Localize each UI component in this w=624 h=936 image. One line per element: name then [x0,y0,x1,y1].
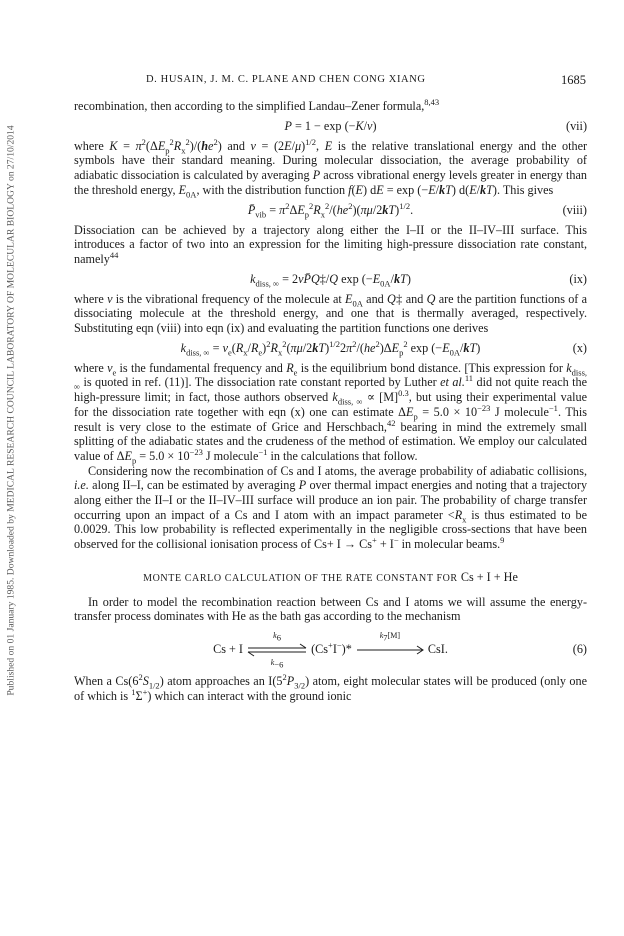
paragraph-1: recombination, then according to the simplified Landau–Zener formula,$^{8,43}$ [74,96,440,113]
paragraph-7: In order to model the recombination reaction between Cs and I atoms we will assume the energy-transfer process dominates with He as the bath gas according to the mechanism [74,594,587,624]
article-body [74,96,588,703]
section-heading: MONTE CARLO CALCULATION OF THE RATE CONSTANT FOR Cs + I + He [143,569,518,584]
equation-viii: $P̄_{vib} = \pi^2\Delta E_p^2R_x^2/(he^2)(\pi\mu/2kT)^{1/2}$. (viii) [247,200,587,219]
paragraph-6: Considering now the recombination of Cs and I atoms, the average probability of adiabatic collisions, i.e. along II–I, can be estimated by averaging P over thermal impact energies and noting that a trajectory along either the II–I or the II–IV–III surface will produce an ion pair. The probability of charge transfer occurring upon an impact of a Cs and I atom with an impact parameter $<R_x$ is thus estimated to be 0.0029. This low probability is reflected experimentally in the negligible cross-sections that have been observed for the collisional ionisation process of Cs+ I → Cs+ + I− in molecular beams.$^9$ [74,463,588,552]
download-notice-sidebar [2,30,20,790]
equation-number: (ix) [569,271,587,286]
mechanism-6: Cs + I $k_6$ $k_{-6}$ (Cs+I−)* $k_7[M]$ CsI. (6) [213,631,587,670]
equation-number: (x) [572,340,587,355]
paragraph-5: where $\nu_e$ is the fundamental frequency and $R_e$ is the equilibrium bond distance. [This expression for $k_{diss, \infty}$ is quoted in ref. (11)]. The dissociation rate constant reported by Luther et al.$^{11}$ did not quite reach the high-pressure limit; in fact, those authors observed $k_{diss, \infty} \propto [M]^{0.3}$, but using their experimental value for the dissociation rate together with eqn (x) one can estimate $\Delta E_p = 5.0 \times 10^{-23}$ J molecule$^{-1}$. This result is very close to the estimate of Grice and Herschbach,$^{42}$ bearing in mind the extremely small splitting of the adiabatic states and the crudeness of the method of estimation. We employ our calculated value of $\Delta E_p = 5.0 \times 10^{-23}$ J molecule$^{-1}$ in the calculations that follow. [74,360,588,466]
equilibrium-arrow: $k_6$ $k_{-6}$ [246,643,308,657]
equation-vii: P = 1 − exp (−K/v) (vii) [284,118,587,133]
header-authors: D. HUSAIN, J. M. C. PLANE AND CHEN CONG XIANG [146,74,426,85]
forward-arrow: $k_7[M]$ [355,643,425,657]
equation-number: (vii) [566,118,587,133]
equation-number: (viii) [562,202,587,217]
paragraph-2: where $K = \pi^2(\Delta E_p^2R_x^2)/(he^2)$ and $v = (2E/\mu)^{1/2}$, E is the relative translational energy and the other symbols have their standard meaning. During molecular dissociation, the average probability of adiabatic dissociation is calculated by averaging P across vibrational energy levels greater in energy than the threshold energy, $E_{0A}$, with the distribution function f(E) dE = exp (−E/kT) d(E/kT). This gives [74,136,588,200]
download-notice-text: Published on 01 January 1985. Downloaded by MEDICAL RESEARCH COUNCIL LABORATORY OF MOLECULAR BIOLOGY on 27/10/2014 [5,124,17,696]
paragraph-3: Dissociation can be achieved by a trajectory along either the I–II or the II–IV–III surface. This introduces a factor of two into an expression for the limiting high-pressure dissociation rate constant, namely$^{44}$ [74,222,587,266]
equation-number: (6) [572,641,587,656]
page-number: 1685 [561,73,586,87]
equation-x: $k_{diss, \infty} = \nu_e(R_x/R_e)^2R_x^2(\pi\mu/2kT)^{1/2}2\pi^2/(he^2)\Delta E_p^2$ $\exp (-E_{0A}/kT)$ (x) [180,338,587,358]
paragraph-4: where ν is the vibrational frequency of the molecule at $E_{0A}$ and Q‡ and Q are the partition functions of a dissociating molecule at the threshold energy, and one that is thermally averaged, respectively. Substituting eqn (viii) into eqn (ix) and evaluating the partition functions one derives [74,291,588,336]
equation-ix: $k_{diss, \infty}$ = 2νP̄Q‡/Q $\exp (-E_{0A}/kT)$ (ix) [250,271,587,289]
running-header [146,74,586,85]
paragraph-8: When a $Cs(6^2S_{1/2})$ atom approaches an $I(5^2P_{3/2})$ atom, eight molecular states will be produced (only one of which is $^1$Σ+) which can interact with the ground ionic [74,671,587,703]
